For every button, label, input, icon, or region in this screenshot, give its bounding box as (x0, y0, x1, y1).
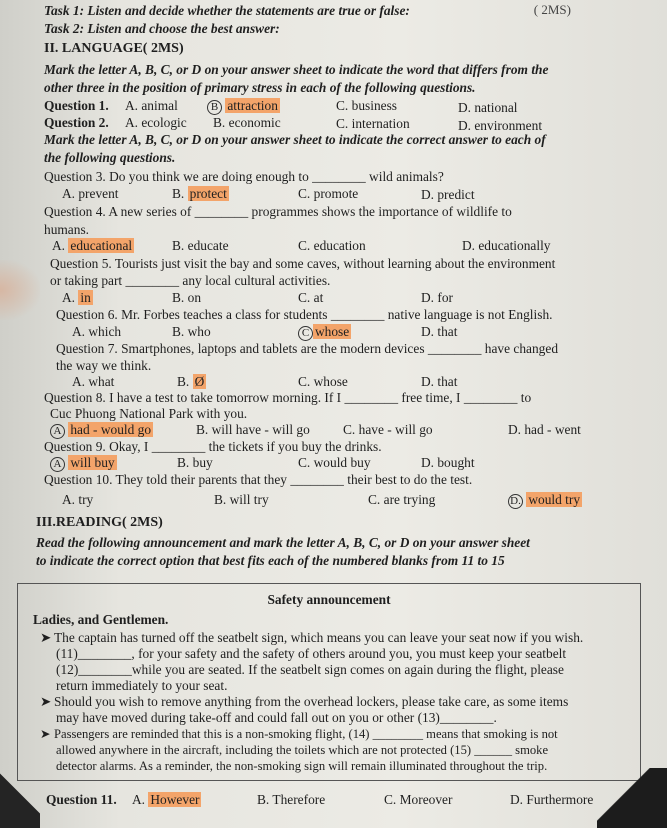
q4-a-text: educational (70, 238, 133, 253)
q10-d-text: would try (528, 492, 581, 507)
q3-b-text: protect (189, 186, 227, 201)
q10-d-letter: D. (508, 494, 523, 509)
q1-option-a: A. animal (125, 98, 178, 113)
q9-stem: Question 9. Okay, I ________ the tickets if you buy the drinks. (44, 439, 382, 454)
announcement-p2-line1 (40, 694, 568, 710)
q2-option-b: B. economic (213, 115, 281, 130)
q4-option-b: B. educate (172, 238, 229, 253)
q8-option-d: D. had - went (508, 422, 581, 437)
q6-option-a: A. which (72, 324, 122, 339)
q8-stem-2: Cuc Phuong National Park with you. (50, 406, 248, 421)
q2-option-a: A. ecologic (125, 115, 187, 130)
q6-option-c (298, 324, 351, 341)
announcement-greeting: Ladies, and Gentlemen. (33, 612, 169, 627)
dark-corner-right (597, 768, 667, 828)
q8-option-a (50, 422, 153, 439)
q9-a-letter: A (50, 457, 65, 472)
q9-option-a (50, 455, 117, 472)
q3-option-d: D. predict (421, 187, 475, 202)
q5-stem-2: or taking part ________ any local cultural activities. (50, 273, 331, 288)
arrow-bullet-icon: ➤ (40, 694, 52, 709)
q3-b-letter: B. (172, 186, 185, 201)
q11-a-text: However (150, 792, 200, 807)
p1-l1-text: The captain has turned off the seatbelt sign, which means you can leave your seat now if you wish. (54, 630, 584, 645)
q8-a-text: had - would go (70, 422, 152, 437)
q4-a-letter: A. (52, 238, 66, 253)
q7-b-letter: B. (177, 374, 190, 389)
q11-a-letter: A. (132, 792, 146, 807)
announcement-p2-line2: may have moved during take-off and could fall out on you or other (13)________. (56, 710, 497, 725)
q10-option-a: A. try (62, 492, 94, 507)
q9-a-text: will buy (70, 455, 115, 470)
q8-option-b: B. will have - will go (196, 422, 310, 437)
q1-b-text: attraction (227, 98, 278, 113)
q1-option-b (207, 98, 280, 115)
instruction-correct-1: Mark the letter A, B, C, or D on your answer sheet to indicate the correct answer to each of (44, 132, 546, 147)
instruction-stress-2: other three in the position of primary stress in each of the following questions. (44, 80, 476, 95)
q5-option-a (62, 290, 93, 306)
q9-option-c: C. would buy (298, 455, 371, 470)
q8-stem: Question 8. I have a test to take tomorrow morning. If I ________ free time, I ________ to (44, 390, 532, 405)
q3-option-a: A. prevent (62, 186, 119, 201)
arrow-bullet-icon: ➤ (40, 630, 52, 645)
top-fragment: ( 2MS) (533, 2, 571, 17)
task2-text: Task 2: Listen and choose the best answer: (44, 21, 280, 36)
q7-option-c: C. whose (298, 374, 348, 389)
q6-option-b: B. who (172, 324, 211, 339)
q5-option-b: B. on (172, 290, 202, 305)
announcement-p1-line2: (11)________, for your safety and the safety of others around you, you must keep your seatbelt (56, 646, 567, 661)
q11-option-d: D. Furthermore (510, 792, 594, 807)
q11-option-b: B. Therefore (257, 792, 326, 807)
q11-option-a (132, 792, 201, 808)
q4-option-a (52, 238, 134, 254)
finger-shadow (0, 260, 40, 320)
q11-label: Question 11. (46, 792, 117, 807)
q6-c-letter: C (298, 326, 313, 341)
q6-stem: Question 6. Mr. Forbes teaches a class for students ________ native language is not English. (56, 307, 553, 322)
q8-option-c: C. have - will go (343, 422, 433, 437)
q4-option-d: D. educationally (462, 238, 551, 253)
q4-stem-2: humans. (44, 222, 90, 237)
announcement-p1-line1 (40, 630, 583, 646)
q8-a-letter: A (50, 424, 65, 439)
q9-option-d: D. bought (421, 455, 475, 470)
announcement-p3-line3: detector alarms. As a reminder, the non-smoking sign will remain illuminated throughout the trip. (56, 759, 548, 773)
q5-option-d: D. for (421, 290, 453, 305)
instruction-correct-2: the following questions. (44, 150, 176, 165)
p3-l1-text: Passengers are reminded that this is a non-smoking flight, (14) ________ means that smoking is not (54, 727, 558, 741)
q7-stem-2: the way we think. (56, 358, 152, 373)
q10-option-d (508, 492, 582, 509)
section-language-title: II. LANGUAGE( 2MS) (44, 41, 184, 56)
q5-a-text: in (80, 290, 91, 305)
q2-option-d: D. environment (458, 118, 543, 133)
q6-option-d: D. that (421, 324, 458, 339)
task1-text: Task 1: Listen and decide whether the statements are true or false: (44, 3, 410, 18)
q7-b-text: Ø (194, 374, 205, 389)
announcement-p1-line3: (12)________while you are seated. If the seatbelt sign comes on again during the flight, please (56, 662, 564, 677)
section-reading-title: III.READING( 2MS) (36, 515, 163, 530)
q6-c-text: whose (315, 324, 350, 339)
q10-option-b: B. will try (214, 492, 269, 507)
q7-stem: Question 7. Smartphones, laptops and tablets are the modern devices ________ have changed (56, 341, 559, 356)
q3-option-b (172, 186, 229, 202)
reading-instruction-1: Read the following announcement and mark the letter A, B, C, or D on your answer sheet (36, 535, 530, 550)
announcement-p3-line2: allowed anywhere in the aircraft, including the toilets which are not protected (15) ______ smoke (56, 743, 549, 757)
q3-stem: Question 3. Do you think we are doing enough to ________ wild animals? (44, 169, 444, 184)
q3-option-c: C. promote (298, 186, 359, 201)
q2-label: Question 2. (44, 115, 109, 130)
q10-option-c: C. are trying (368, 492, 436, 507)
q1-option-d: D. national (458, 100, 518, 115)
q7-option-b (177, 374, 206, 390)
p2-l1-text: Should you wish to remove anything from the overhead lockers, please take care, as some items (54, 694, 569, 709)
q7-option-a: A. what (72, 374, 115, 389)
arrow-bullet-icon: ➤ (40, 727, 51, 741)
q2-option-c: C. internation (336, 116, 410, 131)
dark-corner-left (0, 768, 40, 828)
q10-stem: Question 10. They told their parents that they ________ their best to do the test. (44, 472, 473, 487)
q5-option-c: C. at (298, 290, 324, 305)
q5-a-letter: A. (62, 290, 76, 305)
announcement-p3-line1 (40, 726, 558, 742)
announcement-p1-line4: return immediately to your seat. (56, 678, 228, 693)
q11-option-c: C. Moreover (384, 792, 453, 807)
announcement-title: Safety announcement (267, 592, 391, 607)
q7-option-d: D. that (421, 374, 458, 389)
q4-stem: Question 4. A new series of ________ programmes shows the importance of wildlife to (44, 204, 512, 219)
q1-option-c: C. business (336, 98, 398, 113)
reading-instruction-2: to indicate the correct option that best fits each of the numbered blanks from 11 to 15 (36, 553, 505, 568)
instruction-stress-1: Mark the letter A, B, C, or D on your answer sheet to indicate the word that differs from the (44, 62, 549, 77)
q4-option-c: C. education (298, 238, 366, 253)
q9-option-b: B. buy (177, 455, 213, 470)
q5-stem: Question 5. Tourists just visit the bay and some caves, without learning about the environment (50, 256, 556, 271)
q1-b-letter: B (207, 100, 222, 115)
q1-label: Question 1. (44, 98, 109, 113)
